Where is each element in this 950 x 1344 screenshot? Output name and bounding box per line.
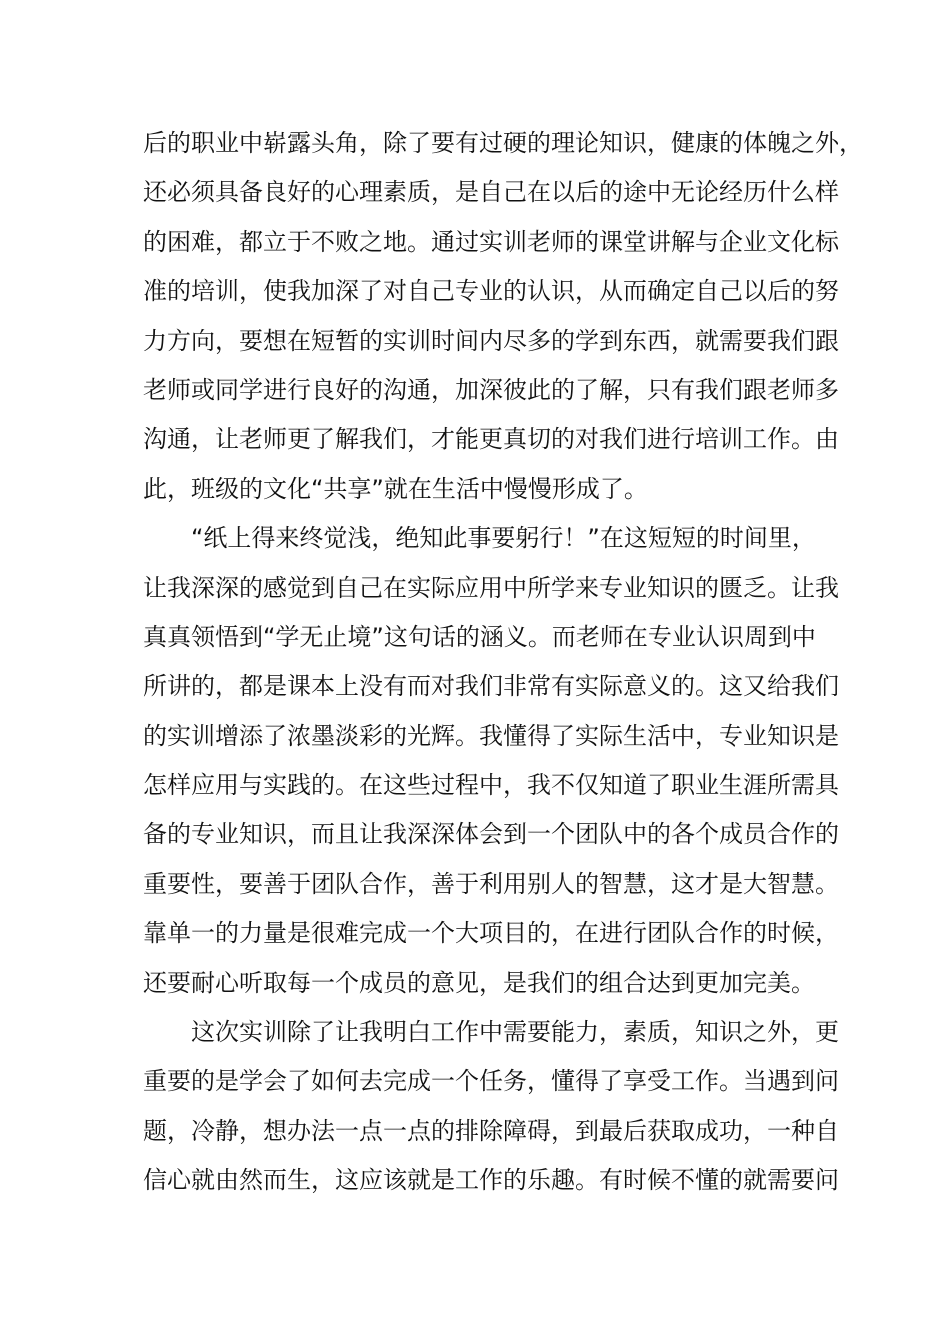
paragraph-start-line: 这次实训除了让我明白工作中需要能力，素质，知识之外，更 xyxy=(191,1018,839,1047)
text-line: 备的专业知识，而且让我深深体会到一个团队中的各个成员合作的 xyxy=(143,820,839,849)
text-line: 力方向，要想在短暂的实训时间内尽多的学到东西，就需要我们跟 xyxy=(143,326,839,355)
text-line: 还必须具备良好的心理素质，是自己在以后的途中无论经历什么样 xyxy=(143,178,839,207)
text-line: 的困难，都立于不败之地。通过实训老师的课堂讲解与企业文化标 xyxy=(143,227,839,256)
text-line: 老师或同学进行良好的沟通，加深彼此的了解，只有我们跟老师多 xyxy=(143,375,839,404)
text-line: 靠单一的力量是很难完成一个大项目的，在进行团队合作的时候， xyxy=(143,919,839,948)
text-line: 还要耐心听取每一个成员的意见，是我们的组合达到更加完美。 xyxy=(143,968,815,997)
text-line: 所讲的，都是课本上没有而对我们非常有实际意义的。这又给我们 xyxy=(143,672,839,701)
text-line: 重要性，要善于团队合作，善于利用别人的智慧，这才是大智慧。 xyxy=(143,869,839,898)
body-text xyxy=(143,119,863,1206)
text-line: 的实训增添了浓墨淡彩的光辉。我懂得了实际生活中，专业知识是 xyxy=(143,721,839,750)
paragraph-start-line: “纸上得来终觉浅，绝知此事要躬行！”在这短短的时间里， xyxy=(191,524,816,553)
text-line: 准的培训，使我加深了对自己专业的认识，从而确定自己以后的努 xyxy=(143,277,839,306)
text-line: 信心就由然而生，这应该就是工作的乐趣。有时候不懂的就需要问 xyxy=(143,1166,839,1195)
text-line: 后的职业中崭露头角，除了要有过硬的理论知识，健康的体魄之外， xyxy=(143,129,863,157)
text-line: 重要的是学会了如何去完成一个任务，懂得了享受工作。当遇到问 xyxy=(143,1067,839,1096)
text-line: 题，冷静，想办法一点一点的排除障碍，到最后获取成功，一种自 xyxy=(143,1116,839,1145)
text-line: 真真领悟到“学无止境”这句话的涵义。而老师在专业认识周到中 xyxy=(143,622,816,651)
text-line: 此，班级的文化“共享”就在生活中慢慢形成了。 xyxy=(143,474,648,503)
text-line: 怎样应用与实践的。在这些过程中，我不仅知道了职业生涯所需具 xyxy=(143,771,839,800)
text-line: 让我深深的感觉到自己在实际应用中所学来专业知识的匮乏。让我 xyxy=(143,573,839,602)
text-line: 沟通，让老师更了解我们，才能更真切的对我们进行培训工作。由 xyxy=(143,425,839,454)
